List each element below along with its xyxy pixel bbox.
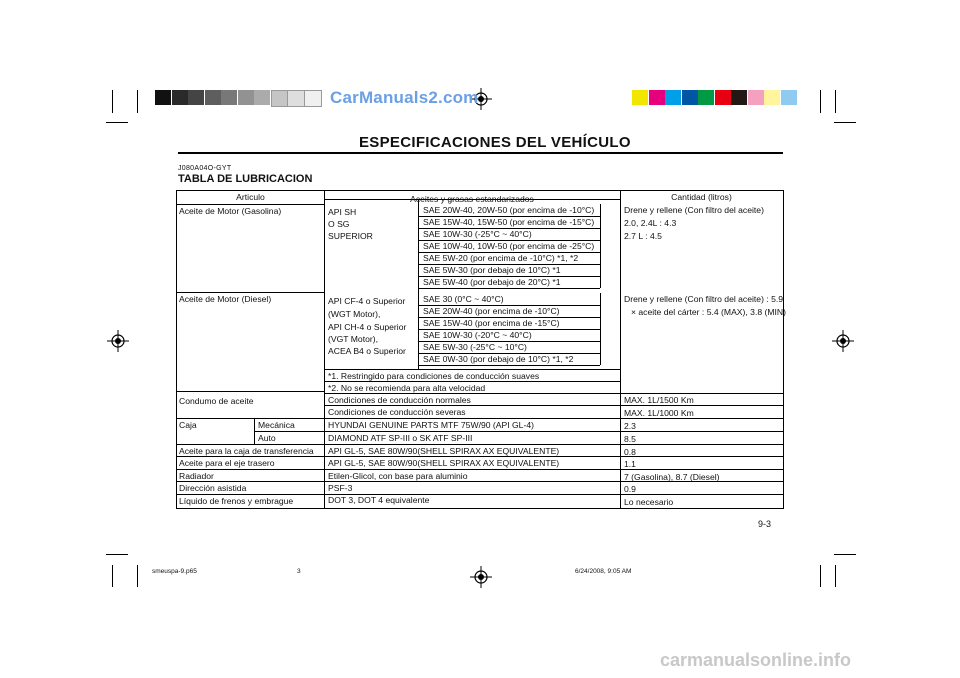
table-divider: [324, 191, 325, 508]
gray-swatch: [238, 90, 254, 105]
header-aceites: Aceites y grasas estandarizados: [410, 194, 534, 204]
color-swatch: [649, 90, 665, 105]
condumo-cantidad-2: MAX. 1L/1000 Km: [624, 408, 694, 418]
table-divider: [600, 293, 601, 365]
table-divider: [177, 292, 324, 293]
cantidad-diesel-1: Drene y rellene (Con filtro del aceite) : 5.9: [624, 294, 784, 304]
page-number: 9-3: [758, 519, 772, 529]
table-divider: [418, 199, 419, 369]
footer-page: 3: [297, 568, 301, 575]
gray-swatch: [254, 90, 270, 105]
crop-mark: [112, 565, 113, 587]
header-cantidad: Cantidad (litros): [671, 192, 732, 202]
caja-sub-auto: Auto: [258, 433, 276, 443]
color-swatch: [632, 90, 648, 105]
sae-grade-gasolina: SAE 5W-40 (por debajo de 20°C) *1: [423, 277, 561, 287]
footer-date: 6/24/2008, 9:05 AM: [575, 568, 632, 575]
diesel-note-1: *1. Restringido para condiciones de conducción suaves: [328, 371, 540, 381]
row-item: Radiador: [179, 471, 214, 481]
crop-mark: [106, 122, 128, 123]
row-spec: DOT 3, DOT 4 equivalente: [328, 495, 430, 505]
gray-swatch: [221, 90, 237, 105]
diesel-note-2: *2. No se recomienda para alta velocidad: [328, 383, 486, 393]
table-divider: [177, 444, 324, 445]
registration-mark-icon: [107, 330, 129, 352]
table-divider: [620, 191, 621, 508]
color-swatch: [764, 90, 780, 105]
item-diesel: Aceite de Motor (Diesel): [179, 294, 272, 304]
row-cantidad: 0.8: [624, 447, 636, 457]
table-divider: [620, 456, 783, 457]
cantidad-gasolina-3: 2.7 L : 4.5: [624, 231, 662, 241]
footer-file: smeuspa-9.p65: [152, 568, 197, 575]
caja-spec-2: DIAMOND ATF SP-III o SK ATF SP-III: [328, 433, 473, 443]
table-divider: [620, 494, 783, 495]
title-rule: [178, 152, 783, 154]
table-divider: [418, 288, 600, 289]
gray-swatch: [205, 90, 221, 105]
row-item: Aceite para el eje trasero: [179, 458, 275, 468]
sae-grade-diesel: SAE 0W-30 (por debajo de 10°C) *1, *2: [423, 354, 574, 364]
row-cantidad: 7 (Gasolina), 8.7 (Diesel): [624, 472, 720, 482]
crop-mark: [820, 565, 821, 587]
row-spec: PSF-3: [328, 483, 353, 493]
crop-mark: [834, 554, 856, 555]
table-divider: [620, 469, 783, 470]
gray-swatch: [155, 90, 171, 105]
crop-mark: [137, 565, 138, 587]
crop-mark: [834, 122, 856, 123]
table-divider: [177, 469, 324, 470]
color-swatch: [715, 90, 731, 105]
cantidad-gasolina-2: 2.0, 2.4L : 4.3: [624, 218, 677, 228]
crop-mark: [820, 90, 821, 113]
table-divider: [620, 444, 783, 445]
table-divider: [177, 418, 324, 419]
gray-swatch: [304, 90, 322, 107]
table-divider: [418, 365, 600, 366]
crop-mark: [112, 90, 113, 113]
condumo-spec-1: Condiciones de conducción normales: [328, 395, 471, 405]
sae-grade-diesel: SAE 10W-30 (-20°C ~ 40°C): [423, 330, 532, 340]
api-gasolina-1: API SH: [328, 207, 357, 217]
sae-grade-gasolina: SAE 20W-40, 20W-50 (por encima de -10°C): [423, 205, 595, 215]
table-divider: [324, 469, 620, 470]
row-spec: Etilen-Glicol, con base para aluminio: [328, 471, 468, 481]
page-title: ESPECIFICACIONES DEL VEHÍCULO: [359, 134, 631, 151]
api-diesel-1: API CF-4 o Superior: [328, 296, 406, 306]
sae-grade-diesel: SAE 20W-40 (por encima de -10°C): [423, 306, 560, 316]
row-cantidad: 1.1: [624, 459, 636, 469]
crop-mark: [106, 554, 128, 555]
condumo-spec-2: Condiciones de conducción severas: [328, 407, 466, 417]
gray-swatch: [188, 90, 204, 105]
condumo-cantidad-1: MAX. 1L/1500 Km: [624, 395, 694, 405]
table-divider: [324, 418, 620, 419]
table-divider: [620, 431, 783, 432]
registration-mark-icon: [832, 330, 854, 352]
color-swatch: [748, 90, 764, 105]
api-diesel-2: (WGT Motor),: [328, 309, 381, 319]
table-divider: [177, 204, 324, 205]
caja-cantidad-2: 8.5: [624, 434, 636, 444]
caja-sub-mecanica: Mecánica: [258, 420, 295, 430]
caja-cantidad-1: 2.3: [624, 421, 636, 431]
registration-mark-icon: [470, 566, 492, 588]
color-swatch: [698, 90, 714, 105]
sae-grade-gasolina: SAE 10W-30 (-25°C ~ 40°C): [423, 229, 532, 239]
color-swatch: [682, 90, 698, 105]
section-code: J080A04O-GYT: [178, 165, 232, 172]
table-divider: [177, 494, 324, 495]
table-divider: [324, 444, 620, 445]
api-diesel-4: (VGT Motor),: [328, 334, 378, 344]
gray-swatch: [271, 90, 289, 107]
row-item: Dirección asistida: [179, 483, 247, 493]
item-caja: Caja: [179, 420, 197, 430]
item-condumo: Condumo de aceite: [179, 396, 254, 406]
lubrication-table: [176, 190, 784, 509]
gray-swatch: [172, 90, 188, 105]
crop-mark: [137, 90, 138, 113]
watermark-top[interactable]: CarManuals2.com: [330, 88, 479, 107]
sae-grade-gasolina: SAE 5W-20 (por encima de -10°C) *1, *2: [423, 253, 579, 263]
row-cantidad: 0.9: [624, 484, 636, 494]
table-divider: [324, 369, 620, 370]
sae-grade-diesel: SAE 5W-30 (-25°C ~ 10°C): [423, 342, 527, 352]
row-spec: API GL-5, SAE 80W/90(SHELL SPIRAX AX EQUIVALENTE): [328, 458, 560, 468]
watermark-bottom[interactable]: carmanualsonline.info: [660, 650, 852, 670]
table-divider: [620, 393, 783, 394]
cantidad-gasolina-1: Drene y rellene (Con filtro del aceite): [624, 205, 764, 215]
row-item: Líquido de frenos y embrague: [179, 496, 294, 506]
crop-mark: [835, 565, 836, 587]
section-title: TABLA DE LUBRICACION: [178, 173, 313, 185]
api-diesel-3: API CH-4 o Superior: [328, 322, 407, 332]
table-divider: [254, 431, 324, 432]
sae-grade-gasolina: SAE 10W-40, 10W-50 (por encima de -25°C): [423, 241, 595, 251]
header-articulo: Articulo: [236, 192, 265, 202]
color-swatch: [781, 90, 797, 105]
cantidad-diesel-2: × aceite del cárter : 5.4 (MAX), 3.8 (MIN): [631, 307, 786, 317]
api-gasolina-2: O SG: [328, 219, 350, 229]
sae-grade-diesel: SAE 15W-40 (por encima de -15°C): [423, 318, 560, 328]
color-swatch: [665, 90, 681, 105]
row-cantidad: Lo necesario: [624, 497, 674, 507]
gray-swatch: [287, 90, 305, 107]
table-divider: [600, 204, 601, 288]
row-spec: API GL-5, SAE 80W/90(SHELL SPIRAX AX EQUIVALENTE): [328, 446, 560, 456]
sae-grade-gasolina: SAE 15W-40, 15W-50 (por encima de -15°C): [423, 217, 595, 227]
crop-mark: [835, 90, 836, 113]
sae-grade-diesel: SAE 30 (0°C ~ 40°C): [423, 294, 504, 304]
api-diesel-5: ACEA B4 o Superior: [328, 346, 406, 356]
caja-spec-1: HYUNDAI GENUINE PARTS MTF 75W/90 (API GL-4): [328, 420, 534, 430]
color-swatch: [731, 90, 747, 105]
api-gasolina-3: SUPERIOR: [328, 231, 373, 241]
sae-grade-gasolina: SAE 5W-30 (por debajo de 10°C) *1: [423, 265, 561, 275]
table-divider: [177, 391, 324, 392]
table-divider: [324, 431, 620, 432]
item-gasolina: Aceite de Motor (Gasolina): [179, 206, 282, 216]
row-item: Aceite para la caja de transferencia: [179, 446, 314, 456]
